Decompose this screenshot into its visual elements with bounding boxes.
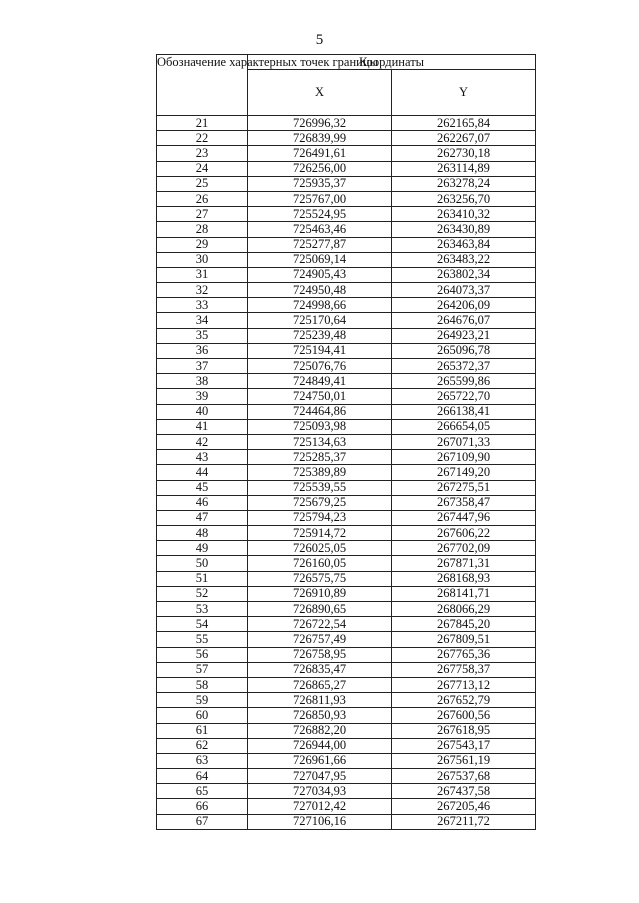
x-coordinate-cell: 727012,42 — [248, 799, 392, 814]
point-number-cell: 23 — [157, 146, 248, 161]
x-coordinate-cell: 725277,87 — [248, 237, 392, 252]
table-row — [157, 343, 536, 358]
point-number-cell: 37 — [157, 359, 248, 374]
y-coordinate-cell: 267871,31 — [392, 556, 536, 571]
y-coordinate-cell: 267149,20 — [392, 465, 536, 480]
point-number-cell: 28 — [157, 222, 248, 237]
table-row — [157, 586, 536, 601]
y-coordinate-cell: 268141,71 — [392, 586, 536, 601]
table-row — [157, 222, 536, 237]
table-row — [157, 632, 536, 647]
y-coordinate-cell: 262267,07 — [392, 131, 536, 146]
table-row — [157, 191, 536, 206]
y-coordinate-cell: 267358,47 — [392, 495, 536, 510]
x-coordinate-cell: 725679,25 — [248, 495, 392, 510]
table-row — [157, 298, 536, 313]
point-number-cell: 58 — [157, 677, 248, 692]
y-coordinate-cell: 267845,20 — [392, 617, 536, 632]
x-coordinate-cell: 725524,95 — [248, 207, 392, 222]
point-number-cell: 49 — [157, 541, 248, 556]
table-row — [157, 389, 536, 404]
table-row — [157, 465, 536, 480]
point-number-cell: 43 — [157, 450, 248, 465]
point-number-cell: 31 — [157, 267, 248, 282]
table-row — [157, 769, 536, 784]
point-number-cell: 61 — [157, 723, 248, 738]
x-coordinate-cell: 724905,43 — [248, 267, 392, 282]
x-coordinate-cell: 726722,54 — [248, 617, 392, 632]
y-coordinate-cell: 268066,29 — [392, 602, 536, 617]
y-coordinate-cell: 264206,09 — [392, 298, 536, 313]
y-coordinate-cell: 267758,37 — [392, 662, 536, 677]
x-coordinate-cell: 725069,14 — [248, 252, 392, 267]
point-number-cell: 60 — [157, 708, 248, 723]
x-coordinate-cell: 726944,00 — [248, 738, 392, 753]
x-coordinate-cell: 727034,93 — [248, 784, 392, 799]
y-coordinate-cell: 266654,05 — [392, 419, 536, 434]
table-row — [157, 662, 536, 677]
table-row — [157, 161, 536, 176]
x-coordinate-cell: 725767,00 — [248, 191, 392, 206]
y-coordinate-cell: 267713,12 — [392, 677, 536, 692]
x-coordinate-cell: 727047,95 — [248, 769, 392, 784]
y-coordinate-cell: 267561,19 — [392, 753, 536, 768]
table-row — [157, 510, 536, 525]
table-row — [157, 434, 536, 449]
table-row — [157, 571, 536, 586]
x-coordinate-cell: 725539,55 — [248, 480, 392, 495]
x-coordinate-cell: 726256,00 — [248, 161, 392, 176]
x-coordinate-cell: 726758,95 — [248, 647, 392, 662]
y-coordinate-cell: 267652,79 — [392, 693, 536, 708]
y-coordinate-cell: 267205,46 — [392, 799, 536, 814]
x-coordinate-cell: 725134,63 — [248, 434, 392, 449]
x-coordinate-cell: 726811,93 — [248, 693, 392, 708]
point-number-cell: 35 — [157, 328, 248, 343]
x-coordinate-cell: 726882,20 — [248, 723, 392, 738]
x-coordinate-cell: 726025,05 — [248, 541, 392, 556]
x-coordinate-cell: 725794,23 — [248, 510, 392, 525]
point-number-cell: 40 — [157, 404, 248, 419]
point-number-cell: 32 — [157, 283, 248, 298]
y-coordinate-cell: 267447,96 — [392, 510, 536, 525]
y-coordinate-cell: 267109,90 — [392, 450, 536, 465]
x-coordinate-cell: 726890,65 — [248, 602, 392, 617]
table-row — [157, 359, 536, 374]
y-coordinate-cell: 265722,70 — [392, 389, 536, 404]
x-coordinate-cell: 726910,89 — [248, 586, 392, 601]
x-coordinate-cell: 726491,61 — [248, 146, 392, 161]
table-row — [157, 237, 536, 252]
y-coordinate-cell: 267537,68 — [392, 769, 536, 784]
y-coordinate-cell: 267275,51 — [392, 480, 536, 495]
table-row — [157, 419, 536, 434]
point-number-cell: 45 — [157, 480, 248, 495]
y-coordinate-cell: 262730,18 — [392, 146, 536, 161]
point-number-cell: 30 — [157, 252, 248, 267]
table-row — [157, 480, 536, 495]
point-number-cell: 50 — [157, 556, 248, 571]
table-row — [157, 647, 536, 662]
header-x: X — [248, 70, 392, 116]
table-row — [157, 784, 536, 799]
x-coordinate-cell: 726575,75 — [248, 571, 392, 586]
y-coordinate-cell: 265096,78 — [392, 343, 536, 358]
table-row — [157, 556, 536, 571]
y-coordinate-cell: 265372,37 — [392, 359, 536, 374]
y-coordinate-cell: 263463,84 — [392, 237, 536, 252]
table-row — [157, 146, 536, 161]
y-coordinate-cell: 267437,58 — [392, 784, 536, 799]
x-coordinate-cell: 725463,46 — [248, 222, 392, 237]
point-number-cell: 51 — [157, 571, 248, 586]
x-coordinate-cell: 725389,89 — [248, 465, 392, 480]
x-coordinate-cell: 725285,37 — [248, 450, 392, 465]
point-number-cell: 57 — [157, 662, 248, 677]
table-row — [157, 252, 536, 267]
header-coordinates: Координаты — [248, 55, 536, 70]
y-coordinate-cell: 263410,32 — [392, 207, 536, 222]
x-coordinate-cell: 726850,93 — [248, 708, 392, 723]
y-coordinate-cell: 263483,22 — [392, 252, 536, 267]
table-row — [157, 677, 536, 692]
point-number-cell: 34 — [157, 313, 248, 328]
point-number-cell: 55 — [157, 632, 248, 647]
table-row — [157, 526, 536, 541]
y-coordinate-cell: 263278,24 — [392, 176, 536, 191]
table-row — [157, 753, 536, 768]
x-coordinate-cell: 726835,47 — [248, 662, 392, 677]
table-row — [157, 799, 536, 814]
point-number-cell: 44 — [157, 465, 248, 480]
table-row — [157, 602, 536, 617]
point-number-cell: 22 — [157, 131, 248, 146]
point-number-cell: 38 — [157, 374, 248, 389]
x-coordinate-cell: 724849,41 — [248, 374, 392, 389]
x-coordinate-cell: 726961,66 — [248, 753, 392, 768]
x-coordinate-cell: 725093,98 — [248, 419, 392, 434]
table-row — [157, 617, 536, 632]
point-number-cell: 52 — [157, 586, 248, 601]
x-coordinate-cell: 724998,66 — [248, 298, 392, 313]
x-coordinate-cell: 725914,72 — [248, 526, 392, 541]
point-number-cell: 54 — [157, 617, 248, 632]
coordinates-table — [156, 54, 536, 830]
point-number-cell: 64 — [157, 769, 248, 784]
x-coordinate-cell: 726996,32 — [248, 116, 392, 131]
point-number-cell: 21 — [157, 116, 248, 131]
y-coordinate-cell: 263114,89 — [392, 161, 536, 176]
x-coordinate-cell: 725170,64 — [248, 313, 392, 328]
table-row — [157, 267, 536, 282]
y-coordinate-cell: 263802,34 — [392, 267, 536, 282]
y-coordinate-cell: 267702,09 — [392, 541, 536, 556]
table-header — [157, 55, 536, 116]
table-row — [157, 495, 536, 510]
point-number-cell: 33 — [157, 298, 248, 313]
table-row — [157, 404, 536, 419]
y-coordinate-cell: 267211,72 — [392, 814, 536, 829]
y-coordinate-cell: 263430,89 — [392, 222, 536, 237]
y-coordinate-cell: 266138,41 — [392, 404, 536, 419]
table-row — [157, 814, 536, 829]
point-number-cell: 26 — [157, 191, 248, 206]
table-row — [157, 541, 536, 556]
point-number-cell: 53 — [157, 602, 248, 617]
y-coordinate-cell: 265599,86 — [392, 374, 536, 389]
x-coordinate-cell: 724750,01 — [248, 389, 392, 404]
y-coordinate-cell: 267600,56 — [392, 708, 536, 723]
y-coordinate-cell: 263256,70 — [392, 191, 536, 206]
point-number-cell: 47 — [157, 510, 248, 525]
x-coordinate-cell: 725239,48 — [248, 328, 392, 343]
x-coordinate-cell: 725935,37 — [248, 176, 392, 191]
x-coordinate-cell: 727106,16 — [248, 814, 392, 829]
point-number-cell: 42 — [157, 434, 248, 449]
table-row — [157, 176, 536, 191]
point-number-cell: 59 — [157, 693, 248, 708]
y-coordinate-cell: 267543,17 — [392, 738, 536, 753]
table-body — [157, 116, 536, 830]
table-row — [157, 374, 536, 389]
x-coordinate-cell: 726160,05 — [248, 556, 392, 571]
point-number-cell: 41 — [157, 419, 248, 434]
y-coordinate-cell: 267809,51 — [392, 632, 536, 647]
point-number-cell: 63 — [157, 753, 248, 768]
point-number-cell: 27 — [157, 207, 248, 222]
table-row — [157, 723, 536, 738]
header-y: Y — [392, 70, 536, 116]
table-row — [157, 207, 536, 222]
x-coordinate-cell: 726757,49 — [248, 632, 392, 647]
y-coordinate-cell: 268168,93 — [392, 571, 536, 586]
x-coordinate-cell: 726865,27 — [248, 677, 392, 692]
point-number-cell: 62 — [157, 738, 248, 753]
table-row — [157, 738, 536, 753]
x-coordinate-cell: 726839,99 — [248, 131, 392, 146]
table-row — [157, 131, 536, 146]
header-point-designation: Обозначение характерных точек границы — [157, 55, 248, 116]
y-coordinate-cell: 267618,95 — [392, 723, 536, 738]
table-row — [157, 283, 536, 298]
point-number-cell: 39 — [157, 389, 248, 404]
table-row — [157, 708, 536, 723]
point-number-cell: 25 — [157, 176, 248, 191]
table-row — [157, 313, 536, 328]
y-coordinate-cell: 264923,21 — [392, 328, 536, 343]
y-coordinate-cell: 262165,84 — [392, 116, 536, 131]
y-coordinate-cell: 267071,33 — [392, 434, 536, 449]
point-number-cell: 56 — [157, 647, 248, 662]
point-number-cell: 46 — [157, 495, 248, 510]
point-number-cell: 24 — [157, 161, 248, 176]
point-number-cell: 65 — [157, 784, 248, 799]
point-number-cell: 29 — [157, 237, 248, 252]
table-row — [157, 116, 536, 131]
page-number: 5 — [315, 32, 324, 48]
point-number-cell: 36 — [157, 343, 248, 358]
point-number-cell: 48 — [157, 526, 248, 541]
table-row — [157, 693, 536, 708]
point-number-cell: 67 — [157, 814, 248, 829]
table-row — [157, 328, 536, 343]
x-coordinate-cell: 725194,41 — [248, 343, 392, 358]
x-coordinate-cell: 725076,76 — [248, 359, 392, 374]
y-coordinate-cell: 264676,07 — [392, 313, 536, 328]
table-row — [157, 450, 536, 465]
y-coordinate-cell: 264073,37 — [392, 283, 536, 298]
x-coordinate-cell: 724464,86 — [248, 404, 392, 419]
y-coordinate-cell: 267765,36 — [392, 647, 536, 662]
point-number-cell: 66 — [157, 799, 248, 814]
y-coordinate-cell: 267606,22 — [392, 526, 536, 541]
x-coordinate-cell: 724950,48 — [248, 283, 392, 298]
